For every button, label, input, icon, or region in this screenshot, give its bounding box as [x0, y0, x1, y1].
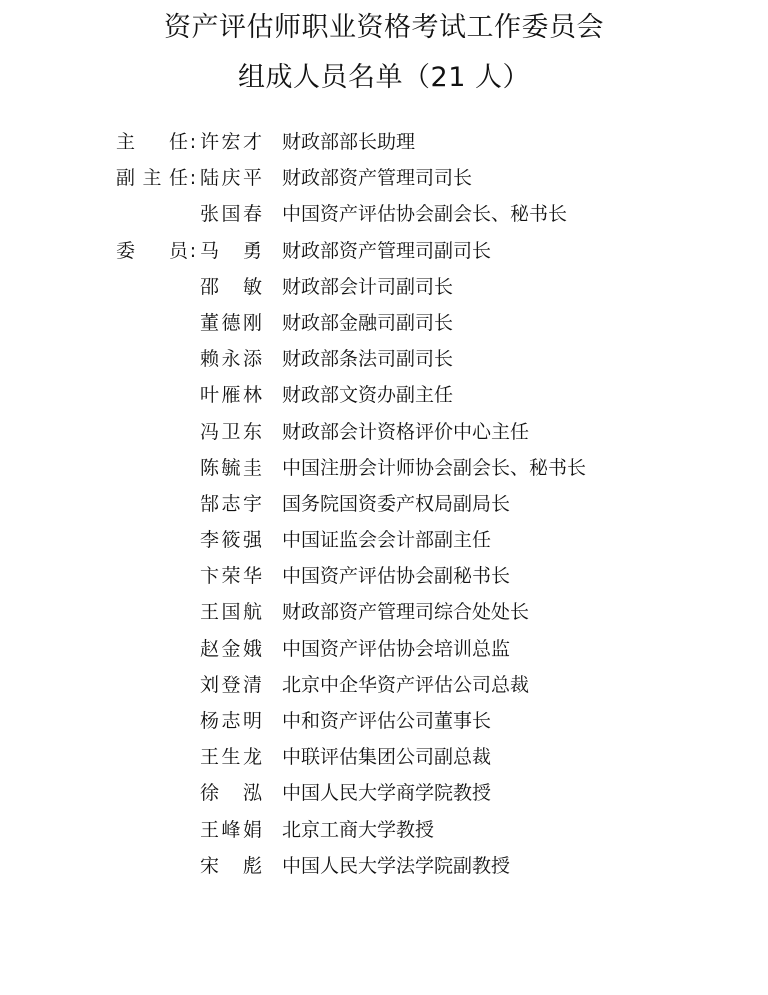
member-row: [0, 196, 768, 232]
member-row: [0, 703, 768, 739]
member-name: 叶雁林: [200, 384, 262, 407]
member-position: 中国资产评估协会培训总监: [282, 637, 511, 660]
member-role: [116, 124, 198, 160]
member-role-label: 副 主 任: [116, 167, 188, 190]
member-position: 财政部会计资格评价中心主任: [282, 420, 530, 443]
member-position: 中联评估集团公司副总裁: [282, 746, 492, 769]
member-position: 财政部部长助理: [282, 131, 416, 153]
member-name: 徐 泓: [200, 782, 262, 805]
member-name: 王生龙: [200, 746, 262, 769]
member-role-label: 委 员: [116, 239, 188, 262]
member-name: 许宏才: [200, 131, 262, 153]
member-name: 赵金娥: [200, 637, 262, 660]
member-row: [0, 377, 768, 413]
member-row: [0, 269, 768, 305]
member-row: [0, 812, 768, 848]
member-position: 财政部文资办副主任: [282, 384, 454, 407]
member-position: 中国资产评估协会副会长、秘书长: [282, 203, 568, 226]
member-name: 陆庆平: [200, 167, 262, 190]
member-row: [0, 305, 768, 341]
member-row: [0, 775, 768, 811]
member-name: 张国春: [200, 203, 262, 226]
member-position: 中国注册会计师协会副会长、秘书长: [282, 456, 587, 479]
member-row: [0, 233, 768, 269]
member-row: [0, 160, 768, 196]
member-role-label: 主 任: [116, 131, 188, 153]
member-name: 赖永添: [200, 348, 262, 371]
member-position: 财政部资产管理司司长: [282, 167, 473, 190]
member-name: 宋 彪: [200, 854, 262, 877]
member-name: 冯卫东: [200, 420, 262, 443]
member-position: 国务院国资委产权局副局长: [282, 492, 511, 515]
member-name: 陈毓圭: [200, 456, 262, 479]
member-name: 郜志宇: [200, 492, 262, 515]
member-position: 财政部会计司副司长: [282, 275, 454, 298]
member-role-colon: :: [189, 167, 197, 190]
member-row: [0, 594, 768, 630]
member-row: [0, 522, 768, 558]
member-name: 刘登清: [200, 673, 262, 696]
member-name: 马 勇: [200, 239, 262, 262]
member-position: 中国人民大学商学院教授: [282, 782, 492, 805]
member-row: [0, 558, 768, 594]
member-name: 李筱强: [200, 529, 262, 552]
member-row: [0, 739, 768, 775]
member-position: 中国人民大学法学院副教授: [282, 854, 511, 877]
document-title-line-2: 组成人员名单（21 人）: [238, 62, 530, 93]
member-row: [0, 486, 768, 522]
member-name: 杨志明: [200, 710, 262, 732]
member-position: 财政部条法司副司长: [282, 348, 454, 371]
member-position: 北京中企华资产评估公司总裁: [282, 673, 530, 696]
member-name: 董德刚: [200, 311, 262, 334]
member-row: [0, 631, 768, 667]
member-role-colon: :: [189, 239, 197, 262]
member-position: 中国资产评估协会副秘书长: [282, 565, 511, 588]
member-role-colon: :: [189, 131, 197, 153]
member-position: 财政部金融司副司长: [282, 311, 454, 334]
member-position: 北京工商大学教授: [282, 818, 435, 841]
member-row: [0, 341, 768, 377]
member-list: [0, 124, 768, 884]
member-position: 财政部资产管理司综合处处长: [282, 601, 530, 624]
member-position: 中和资产评估公司董事长: [282, 710, 492, 732]
member-position: 中国证监会会计部副主任: [282, 529, 492, 552]
member-row: [0, 414, 768, 450]
member-position: 财政部资产管理司副司长: [282, 239, 492, 262]
member-name: 卞荣华: [200, 565, 262, 588]
member-name: 王峰娟: [200, 818, 262, 841]
member-row: [0, 124, 768, 160]
member-name: 王国航: [200, 601, 262, 624]
document-title-line-1: 资产评估师职业资格考试工作委员会: [164, 12, 604, 43]
member-role: [116, 233, 198, 269]
member-row: [0, 848, 768, 884]
member-row: [0, 450, 768, 486]
member-role: [116, 160, 198, 196]
member-name: 邵 敏: [200, 275, 262, 298]
member-row: [0, 667, 768, 703]
